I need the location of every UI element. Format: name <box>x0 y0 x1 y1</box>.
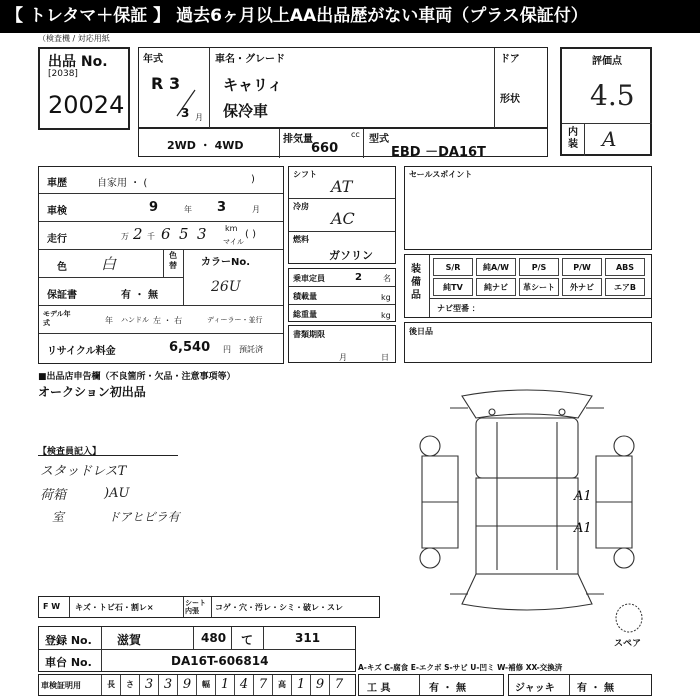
equip-sr: S/R <box>433 258 473 276</box>
lot-sub: [2038] <box>48 69 78 79</box>
equipment-box <box>404 254 652 318</box>
equip-ext-navi: 外ナビ <box>562 278 602 296</box>
lot-number: 20024 <box>48 91 125 119</box>
mileage-sen: 千 <box>147 232 155 241</box>
diagram-roof-front <box>462 390 592 418</box>
fuel-value: ガソリン <box>329 249 373 262</box>
declaration-value: オークション初出品 <box>38 385 146 399</box>
dealer-label: ディーラー・並行 <box>207 316 263 324</box>
damage-legend: A-キズ C-腐食 E-エクボ S-サビ U-凹ミ W-補修 XX-交換済 <box>358 663 563 672</box>
car-damage-diagram <box>402 382 652 622</box>
registration-number: 311 <box>295 631 321 645</box>
type-label: 型式 <box>369 134 389 145</box>
equip-tv: 純TV <box>433 278 473 296</box>
doc-deadline-day: 日 <box>381 353 389 362</box>
cert-cell: 9 <box>310 675 329 695</box>
registration-kana: て <box>241 633 254 647</box>
inspection-month-unit: 月 <box>252 205 260 214</box>
cert-box <box>38 674 356 696</box>
chassis-value: DA16T-606814 <box>171 654 269 668</box>
equip-abs: ABS <box>605 258 645 276</box>
recycle-value: 6,540 <box>169 340 211 355</box>
mileage-paren: ( ) <box>245 229 256 240</box>
score-value: 4.5 <box>590 79 635 112</box>
shape-label: 形状 <box>500 94 520 105</box>
inspection-month: 3 <box>217 200 227 215</box>
jack-label: ジャッキ <box>515 683 555 694</box>
mileage-label: 走行 <box>47 234 67 245</box>
equip-airbag: エアB <box>605 278 645 296</box>
warranty-value: 有 ・ 無 <box>121 290 158 301</box>
sales-point-box <box>404 166 652 250</box>
handle-value: 左 ・ 右 <box>153 316 183 325</box>
shift-value: AT <box>331 177 353 196</box>
cert-cell: さ <box>120 675 139 695</box>
equip-navi: 純ナビ <box>476 278 516 296</box>
color-label: 色 <box>57 262 67 273</box>
capacity-value: 2 <box>355 272 362 283</box>
history-label: 車歴 <box>47 178 67 189</box>
year-label: 年式 <box>143 54 163 65</box>
cert-label: 車検証明用 <box>41 681 81 690</box>
displacement-value: 660 <box>311 141 339 156</box>
recycle-note: 預託済 <box>239 345 263 354</box>
model-grade: 保冷車 <box>223 102 269 120</box>
inspector-line-5: ドアヒビラ有 <box>108 510 180 524</box>
header-note: （検査機 / 対応用紙 <box>38 34 110 43</box>
fw-row <box>38 596 380 618</box>
score-box <box>560 47 652 156</box>
model-label: 車名・グレード <box>215 54 285 65</box>
gross-label: 総重量 <box>293 310 317 319</box>
color-change-label: 色替 <box>169 251 177 270</box>
mileage-digit-3: 5 <box>179 225 189 243</box>
inspector-line-4: )AU <box>104 486 130 501</box>
interior-value: A <box>602 127 617 151</box>
inspection-year: 9 <box>149 200 159 215</box>
fw-label: F W <box>43 602 61 611</box>
sales-point-label: セールスポイント <box>409 170 473 179</box>
warranty-label: 保証書 <box>47 290 77 301</box>
recycle-unit: 円 <box>223 345 231 354</box>
diagram-wheel-fl <box>420 436 440 456</box>
diagram-hood <box>476 418 578 478</box>
gross-unit: kg <box>381 311 391 320</box>
drive-type: 2WD ・ 4WD <box>167 139 244 152</box>
registration-box <box>38 626 356 672</box>
cert-cell: 4 <box>234 675 253 695</box>
color-code: 26U <box>211 279 241 295</box>
mileage-man: 万 <box>121 232 129 241</box>
damage-mark-2: A1 <box>574 521 592 536</box>
displacement-unit: cc <box>351 130 360 139</box>
door-label: ドア <box>500 54 520 65</box>
seat-items: コゲ・穴・汚レ・シミ・破レ・スレ <box>215 603 343 612</box>
seat-label: シート内張 <box>185 599 206 615</box>
diagram-wheel-fr <box>614 436 634 456</box>
mileage-unit-mile: マイル <box>223 238 244 246</box>
inspector-line-2: 荷箱 <box>40 488 67 503</box>
cert-cell: 3 <box>158 675 177 695</box>
shift-label: シフト <box>293 170 317 179</box>
cert-cell: 1 <box>215 675 234 695</box>
equip-aw: 純A/W <box>476 258 516 276</box>
mileage-unit-km: km <box>225 224 238 233</box>
doc-deadline-box <box>288 325 396 363</box>
year-month-unit: 月 <box>195 113 203 122</box>
mileage-digit-2: 6 <box>161 225 171 243</box>
inspector-label: 【検査員記入】 <box>38 447 102 457</box>
score-label: 評価点 <box>592 56 622 67</box>
cert-cell: 高 <box>272 675 291 695</box>
chassis-label: 車台 No. <box>45 656 92 669</box>
jack-box <box>508 674 652 696</box>
cert-cell: 7 <box>329 675 348 695</box>
equipment-label: 装備品 <box>411 264 421 301</box>
cert-cell: 3 <box>139 675 158 695</box>
navi-model-label: ナビ型番 ： <box>437 304 480 313</box>
model-year-unit: 年 <box>105 316 113 325</box>
registration-area: 滋賀 <box>117 633 142 647</box>
spare-tire-icon <box>614 602 644 634</box>
damage-mark-1: A1 <box>574 489 592 504</box>
tools-value: 有 ・ 無 <box>429 683 466 694</box>
type-value: EBD －DA16T <box>391 145 486 160</box>
cert-cell: 1 <box>291 675 310 695</box>
cert-cell: 長 <box>101 675 120 695</box>
mileage-digit-1: 2 <box>133 225 143 243</box>
vehicle-details <box>38 166 284 364</box>
fuel-label: 燃料 <box>293 235 309 244</box>
history-close: ) <box>251 174 255 185</box>
spare-label: スペア <box>614 639 642 649</box>
year-month: 3 <box>181 106 190 120</box>
capacity-label: 乗車定員 <box>293 274 325 283</box>
equip-leather: 革シート <box>519 278 559 296</box>
load-unit: kg <box>381 293 391 302</box>
doc-deadline-month: 月 <box>339 353 347 362</box>
year-model-box <box>138 47 548 128</box>
history-value: 自家用 ・ ( <box>97 178 148 189</box>
lot-box <box>38 47 130 130</box>
aircon-label: 冷房 <box>293 202 309 211</box>
load-label: 積載量 <box>293 292 317 301</box>
color-code-label: カラーNo. <box>201 257 251 268</box>
diagram-wheel-rl <box>420 548 440 568</box>
interior-label: 内装 <box>568 127 578 150</box>
recycle-label: リサイクル料金 <box>47 346 116 357</box>
tools-label: 工 具 <box>367 683 391 694</box>
inspector-line-3: 室 <box>52 510 65 524</box>
equip-ps: P/S <box>519 258 559 276</box>
registration-class: 480 <box>201 631 227 645</box>
cert-cell: 7 <box>253 675 272 695</box>
shift-box <box>288 166 396 264</box>
diagram-rear <box>462 574 592 610</box>
spec-strip <box>138 128 548 160</box>
equip-pw: P/W <box>562 258 602 276</box>
inspector-line-1: スタッドレスT <box>40 464 127 479</box>
year-value: 3 <box>169 74 181 93</box>
tools-box <box>358 674 504 696</box>
jack-value: 有 ・ 無 <box>577 683 614 694</box>
header-banner: 【 トレタマ＋保証 】 過去6ヶ月以上AA出品歴がない車両（プラス保証付） <box>0 0 700 33</box>
capacity-box <box>288 268 396 322</box>
lot-label: 出品 No. <box>48 54 108 70</box>
later-items-label: 後日品 <box>409 327 433 336</box>
later-items-box <box>404 322 652 363</box>
model-name: キャリィ <box>223 76 283 94</box>
cert-cell: 幅 <box>196 675 215 695</box>
mileage-digit-4: 3 <box>197 225 207 243</box>
capacity-unit: 名 <box>383 274 391 283</box>
handle-label: ハンドル <box>121 316 149 324</box>
color-value: 白 <box>101 255 117 273</box>
aircon-value: AC <box>331 209 355 228</box>
year-era: R <box>151 74 164 93</box>
inspection-year-unit: 年 <box>184 205 192 214</box>
displacement-label: 排気量 <box>283 134 313 145</box>
cert-cell: 9 <box>177 675 196 695</box>
diagram-wheel-rr <box>614 548 634 568</box>
declaration-label: ■出品店申告欄（不良箇所・欠品・注意事項等） <box>38 372 236 382</box>
inspection-label: 車検 <box>47 206 67 217</box>
model-year-label: モデル年式 <box>43 310 71 327</box>
registration-label: 登録 No. <box>45 634 92 647</box>
fw-items: キズ・トビ石・割レ× <box>75 603 154 612</box>
doc-deadline-label: 書類期限 <box>293 330 325 339</box>
